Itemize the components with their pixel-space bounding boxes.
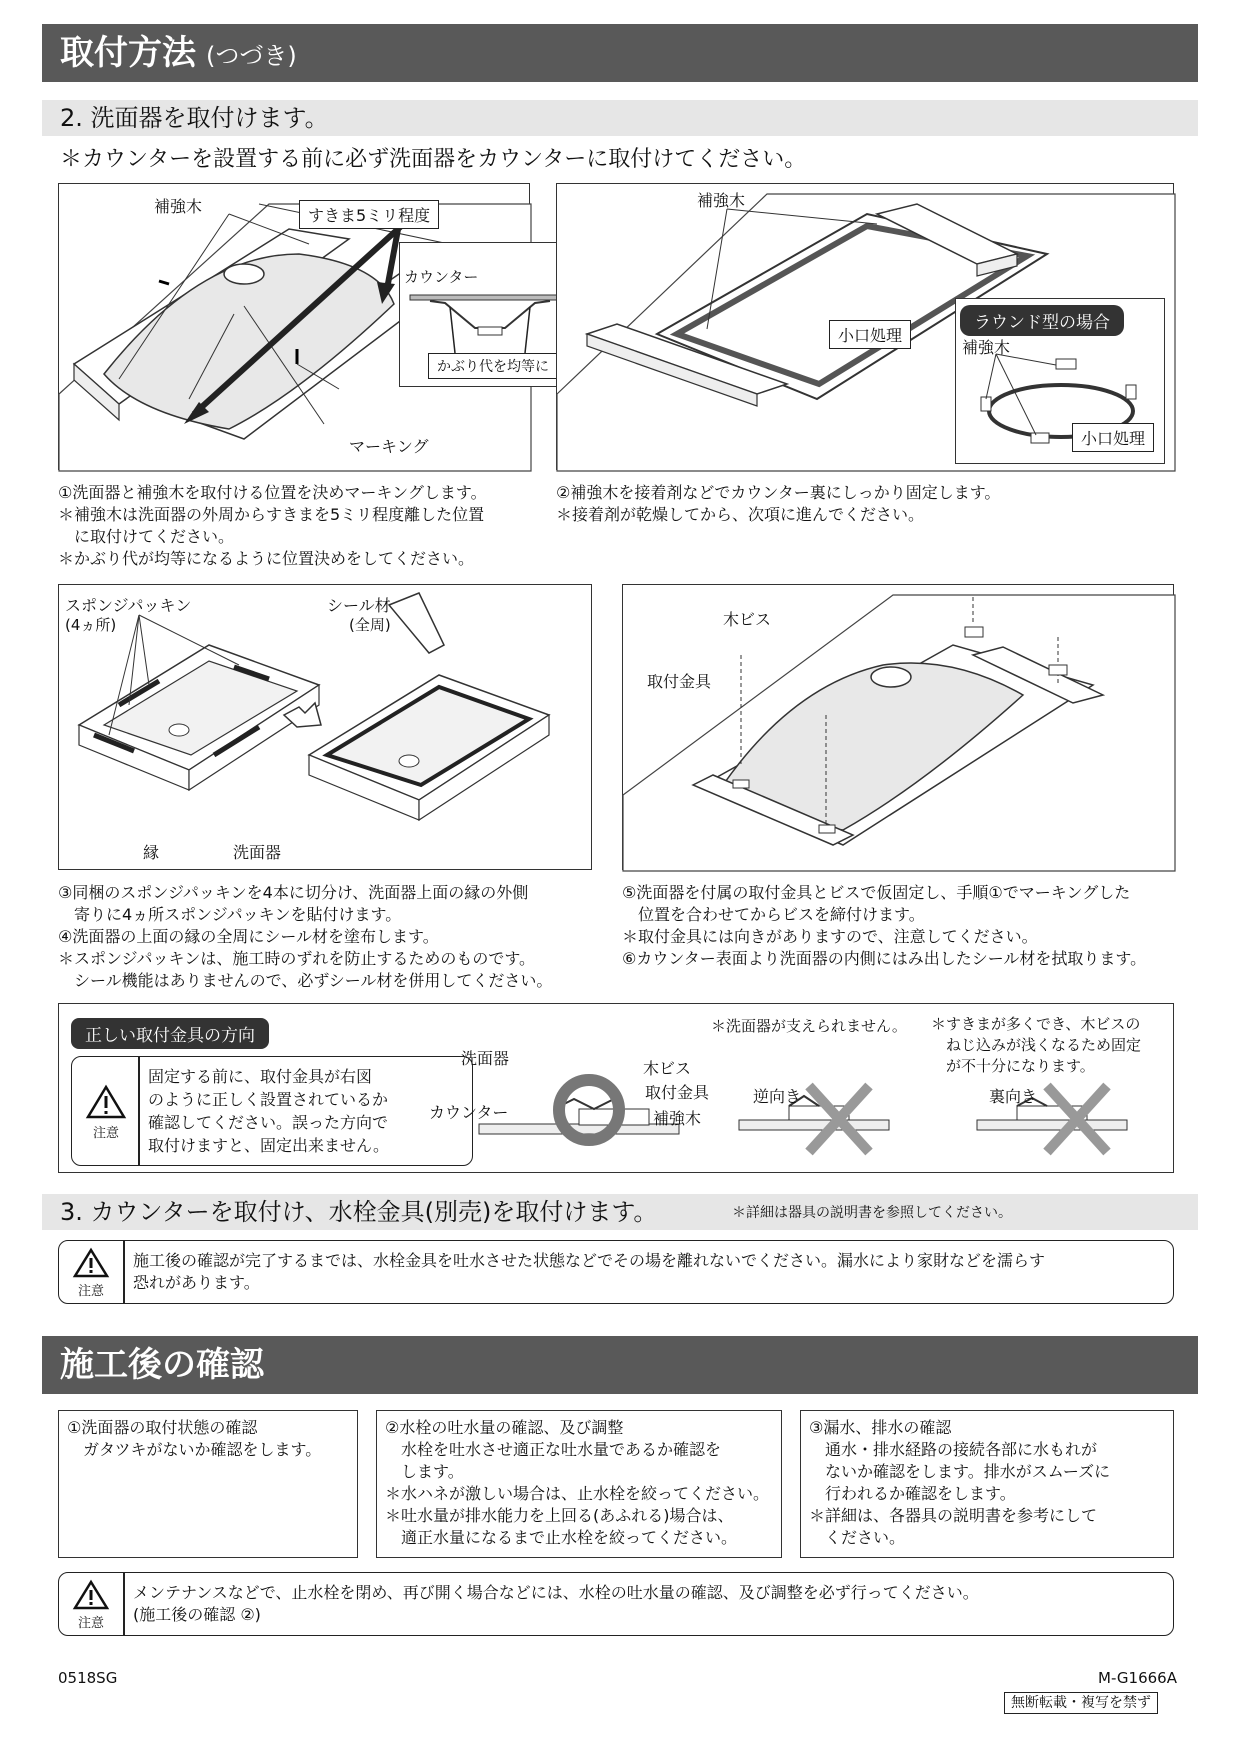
check-box-3	[800, 1410, 1174, 1558]
check-line: 通水・排水経路の接続各部に水もれが	[809, 1440, 1098, 1459]
check-line: 適正水量になるまで止水栓を絞ってください。	[385, 1528, 738, 1547]
label-reverse: 逆向き	[753, 1087, 802, 1106]
caption-line: ⑤洗面器を付属の取付金具とビスで仮固定し、手順①でマーキングした	[622, 883, 1131, 902]
step2-heading	[42, 100, 1198, 136]
check-line: 水栓を吐水させ適正な吐水量であるか確認を	[385, 1440, 722, 1459]
check-line: ①洗面器の取付状態の確認	[67, 1418, 258, 1437]
bracket-caution-text	[148, 1065, 389, 1157]
footer-doc-code: M-G1666A	[1098, 1669, 1177, 1687]
caution-line: 確認してください。誤った方向で	[148, 1113, 389, 1132]
label-sponge-packing: スポンジパッキン	[65, 596, 192, 615]
label-gap-5mm: すきま5ミリ程度	[299, 200, 439, 229]
sponge-seal-illustration	[59, 585, 593, 871]
page-title-sub: (つづき)	[206, 42, 297, 70]
caption-line: ⑥カウンター表面より洗面器の内側にはみ出したシール材を拭取ります。	[622, 949, 1147, 968]
label-wood-screw: 木ビス	[643, 1059, 692, 1078]
caption-line: ＊かぶり代が均等になるように位置決めをしてください。	[58, 549, 475, 568]
check-header	[42, 1336, 1198, 1394]
label-edge-finish: 小口処理	[1072, 423, 1154, 452]
figure-sponge-seal	[58, 584, 592, 870]
label-reinforce-wood: 補強木	[154, 197, 203, 216]
bracket-direction-title: 正しい取付金具の方向	[71, 1018, 269, 1049]
check-line: ください。	[809, 1528, 906, 1547]
caption-line: 位置を合わせてからビスを締付けます。	[622, 905, 925, 924]
bracket-caution-box	[71, 1056, 473, 1166]
inset-round-type	[955, 298, 1165, 464]
label-mounting-bracket: 取付金具	[647, 672, 712, 691]
check-title: 施工後の確認	[60, 1345, 264, 1385]
note-line: ねじ込みが浅くなるため固定	[931, 1036, 1142, 1054]
label-reinforce-wood: 補強木	[697, 191, 746, 210]
caution-label: 注意	[77, 1283, 104, 1299]
caution-line: (施工後の確認 ②)	[133, 1605, 261, 1624]
warning-triangle-icon	[73, 1580, 109, 1610]
note-back-side	[931, 1014, 1141, 1077]
label-seal-material: シール材	[327, 596, 391, 615]
step3-heading	[42, 1194, 1198, 1230]
caption-step3-4	[58, 882, 552, 992]
caution-divider	[123, 1573, 125, 1635]
caution-divider	[138, 1057, 140, 1165]
figure-bracket-fix	[622, 584, 1174, 870]
label-even-cover: かぶり代を均等に	[428, 353, 558, 379]
label-counter: カウンター	[429, 1103, 509, 1122]
caution-icon	[63, 1245, 119, 1301]
step2-note: ＊カウンターを設置する前に必ず洗面器をカウンターに取付けてください。	[60, 147, 807, 172]
figure-marking	[58, 183, 549, 470]
caution-icon	[63, 1577, 119, 1633]
step3-title: 3. カウンターを取付け、水栓金具(別売)を取付けます。	[60, 1198, 658, 1226]
caution-line: のように正しく設置されているか	[148, 1090, 389, 1109]
check-line: ＊詳細は、各器具の説明書を参考にして	[809, 1506, 1098, 1525]
label-mounting-bracket: 取付金具	[645, 1083, 710, 1102]
caption-line: ＊接着剤が乾燥してから、次項に進んでください。	[556, 505, 925, 524]
step3-caution-box	[58, 1240, 1174, 1304]
check-caution-box	[58, 1572, 1174, 1636]
label-counter: カウンター	[404, 268, 479, 286]
label-marking: マーキング	[349, 437, 429, 456]
step3-caution-text	[133, 1250, 1045, 1294]
check-box-2	[376, 1410, 782, 1558]
check-line: します。	[385, 1462, 464, 1481]
label-wood-screw: 木ビス	[723, 610, 772, 629]
caution-icon	[78, 1069, 134, 1155]
caption-step1	[58, 482, 487, 570]
step2-title: 2. 洗面器を取付けます。	[60, 104, 329, 132]
caption-line: ③同梱のスポンジパッキンを4本に切分け、洗面器上面の縁の外側	[58, 883, 529, 902]
bracket-fix-illustration	[623, 585, 1175, 871]
check-box-1	[58, 1410, 358, 1558]
footer-copyright: 無断転載・複写を禁ず	[1004, 1692, 1158, 1714]
caution-label: 注意	[77, 1615, 104, 1631]
step3-title-note: ＊詳細は器具の説明書を参照してください。	[732, 1205, 1012, 1221]
label-edge-finish: 小口処理	[829, 320, 911, 349]
label-back-side: 裏向き	[989, 1087, 1038, 1106]
label-rim: 縁	[143, 843, 160, 862]
note-line: が不十分になります。	[931, 1057, 1095, 1075]
caption-line: ④洗面器の上面の縁の全周にシール材を塗布します。	[58, 927, 439, 946]
caption-line: に取付けてください。	[58, 527, 235, 546]
warning-triangle-icon	[73, 1248, 109, 1278]
label-reinforce-wood: 補強木	[653, 1109, 702, 1128]
page-title: 取付方法	[60, 33, 196, 73]
caption-line: ②補強木を接着剤などでカウンター裏にしっかり固定します。	[556, 483, 1001, 502]
caption-line: ＊取付金具には向きがありますので、注意してください。	[622, 927, 1038, 946]
figure-reinforce-fix	[556, 183, 1174, 470]
check-line: 行われるか確認をします。	[809, 1484, 1016, 1503]
caution-line: 固定する前に、取付金具が右図	[148, 1067, 373, 1086]
label-sponge-count: (4ヵ所)	[65, 616, 117, 634]
label-seal-all: (全周)	[349, 616, 391, 634]
check-line: ③漏水、排水の確認	[809, 1418, 952, 1437]
caption-line: ①洗面器と補強木を取付ける位置を決めマーキングします。	[58, 483, 487, 502]
label-reinforce-wood: 補強木	[962, 338, 1011, 357]
caption-line: ＊補強木は洗面器の外周からすきまを5ミリ程度離した位置	[58, 505, 485, 524]
check-line: ガタツキがないか確認をします。	[67, 1440, 322, 1459]
caption-step2	[556, 482, 1000, 526]
page-header	[42, 24, 1198, 82]
caption-step5-6	[622, 882, 1146, 970]
check-line: ＊水ハネが激しい場合は、止水栓を絞ってください。	[385, 1484, 770, 1503]
caption-line: 寄りに4ヵ所スポンジパッキンを貼付けます。	[58, 905, 402, 924]
inset-counter-section	[399, 242, 579, 387]
caution-line: 恐れがあります。	[133, 1273, 260, 1292]
note-reverse: ＊洗面器が支えられません。	[711, 1017, 907, 1035]
label-basin: 洗面器	[233, 843, 282, 862]
footer-left-code: 0518SG	[58, 1669, 118, 1687]
label-basin: 洗面器	[461, 1049, 510, 1068]
bracket-direction-panel	[58, 1003, 1174, 1173]
round-type-title: ラウンド型の場合	[960, 305, 1124, 336]
caution-line: メンテナンスなどで、止水栓を閉め、再び開く場合などには、水栓の吐水量の確認、及び調整を必ず行ってください。	[133, 1583, 979, 1602]
caption-line: ＊スポンジパッキンは、施工時のずれを防止するためのものです。	[58, 949, 536, 968]
check-line: ないか確認をします。排水がスムーズに	[809, 1462, 1111, 1481]
caution-divider	[123, 1241, 125, 1303]
caution-line: 取付けますと、固定出来ません。	[148, 1136, 389, 1155]
caution-line: 施工後の確認が完了するまでは、水栓金具を吐水させた状態などでその場を離れないでください。漏水により家財などを濡らす	[133, 1251, 1046, 1270]
check-caution-text	[133, 1582, 979, 1626]
caution-label: 注意	[92, 1125, 119, 1141]
caption-line: シール機能はありませんので、必ずシール材を併用してください。	[58, 971, 553, 990]
warning-triangle-icon	[86, 1084, 126, 1120]
check-line: ②水栓の吐水量の確認、及び調整	[385, 1418, 624, 1437]
check-line: ＊吐水量が排水能力を上回る(あふれる)場合は、	[385, 1506, 734, 1525]
note-line: ＊すきまが多くでき、木ビスの	[931, 1015, 1141, 1033]
